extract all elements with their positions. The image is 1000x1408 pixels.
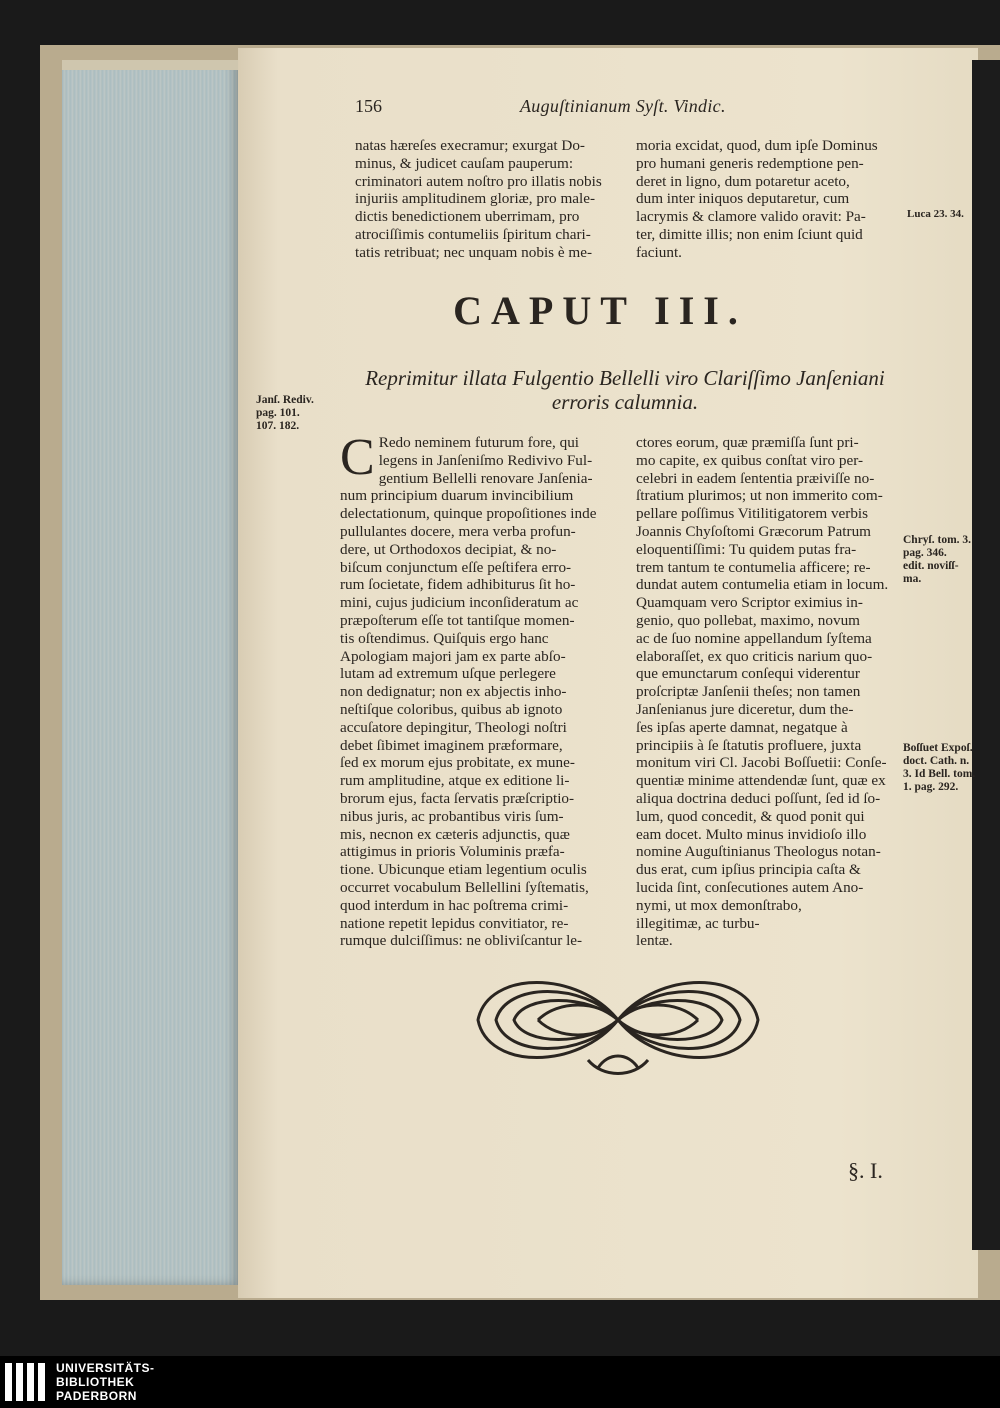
text-line: neſtiſque coloribus, quibus ab ignoto: [340, 700, 563, 718]
margin-note-right-1: [903, 534, 971, 586]
page-right-edge: [972, 60, 1000, 1250]
text-line: non dedignatur; non ex abjectis inho-: [340, 683, 567, 701]
text-line: Redo neminem futurum fore, qui: [378, 434, 580, 451]
text-line: que emunctarum conſequi viderentur: [636, 665, 860, 683]
text-line: celebri in eadem ſententia præiviſſe no-: [636, 469, 875, 487]
text-line: Joannis Chyſoſtomi Græcorum Patrum: [636, 522, 871, 540]
text-line: ſed ex morum ejus probitate, ex mune-: [340, 754, 575, 772]
library-logo: [0, 1356, 1000, 1408]
margin-line: doct. Cath. n.: [903, 755, 970, 767]
text-line: occurret vocabulum Bellellini ſyſtematis,: [340, 878, 589, 896]
catchword: §. I.: [848, 1158, 883, 1183]
text-line: ctores eorum, quæ præmiſſa ſunt pri-: [636, 434, 859, 451]
text-line: lutam ad extremum uſque perlegere: [340, 665, 556, 683]
text-line: natione repetit lepidus convitiator, re-: [340, 914, 569, 932]
library-name: [56, 1361, 155, 1403]
text-line: lentæ.: [636, 932, 673, 950]
text-line: ac de ſuo nomine appellandum ſyſtema: [636, 629, 872, 647]
text-line: lum, quod concedit, & quod ponit qui: [636, 807, 865, 825]
margin-line: Boſſuet Expoſ.: [903, 742, 973, 754]
text-line: gentium Bellelli renovare Janſenia-: [378, 469, 593, 487]
text-line: trem tantum te contumelia afficere; re-: [636, 558, 871, 576]
text-line: ter, dimitte illis; non enim ſciunt quid: [636, 225, 863, 243]
body-column-right: [636, 434, 904, 950]
margin-note-left: [256, 394, 314, 433]
text-line: eam docet. Multo minus invidioſo illo: [636, 825, 867, 843]
text-line: rumque dulciſſimus: ne obliviſcantur le-: [340, 932, 583, 950]
text-line: faciunt.: [636, 243, 682, 261]
text-line: tatis retribuat; nec unquam nobis è me-: [355, 243, 593, 261]
text-line: quentiæ minime attendendæ ſunt, quæ ex: [636, 772, 886, 790]
margin-note-top: Luca 23. 34.: [907, 208, 964, 220]
text-line: lucida ſint, conſecutiones autem Ano-: [636, 878, 864, 896]
library-name-line-1: UNIVERSITÄTS-: [56, 1361, 155, 1375]
top-column-right: [636, 137, 904, 262]
margin-line: pag. 346.: [903, 547, 947, 559]
margin-line: 107. 182.: [256, 420, 300, 432]
margin-line: pag. 101.: [256, 407, 300, 419]
text-line: dere, ut Orthodoxos decipiat, & no-: [340, 540, 557, 558]
text-line: lacrymis & clamore valido oravit: Pa-: [636, 208, 866, 226]
text-line: criminatori autem noſtro pro illatis nobis: [355, 172, 602, 190]
page-edges-top: [62, 60, 240, 70]
text-line: nomine Auguſtinianus Theologus notan-: [636, 843, 881, 861]
text-line: num principium duarum invincibilium: [340, 487, 574, 505]
text-line: tis oſtendimus. Quiſquis ergo hanc: [340, 629, 549, 647]
library-logo-icon: [3, 1359, 47, 1405]
text-line: pullulantes docere, mera verba profun-: [340, 522, 576, 540]
text-line: tione. Ubicunque etiam legentium oculis: [340, 861, 587, 879]
margin-line: ma.: [903, 573, 922, 585]
text-line: aliqua doctrina deduci poſſunt, ſed id ſo-: [636, 789, 881, 807]
text-line: Apologiam majori jam ex parte abſo-: [340, 647, 566, 665]
subtitle-line-2: erroris calumnia.: [551, 390, 699, 414]
text-line: minus, & judicet cauſam pauperum:: [355, 154, 574, 172]
margin-line: edit. noviſſ-: [903, 560, 959, 572]
text-line: atrociſſimis contumeliis ſpiritum chari-: [355, 225, 591, 243]
text-line: dictis benedictionem uberrimam, pro: [355, 208, 580, 226]
page-edges: [62, 60, 240, 1285]
text-line: nibus juris, ac probantibus viris ſum-: [340, 807, 564, 825]
text-line: brorum ejus, facta ſervatis præſcriptio-: [340, 789, 575, 807]
text-line: pellare poſſimus Vitilitigatorem verbis: [636, 505, 869, 523]
margin-line: Chryſ. tom. 3.: [903, 534, 972, 546]
text-line: debet ſibimet imaginem præformare,: [340, 736, 563, 754]
text-line: attigimus in prioris Voluminis præfa-: [340, 843, 565, 861]
text-line: mini, cujus judicium inconſideratum ac: [340, 594, 579, 612]
text-line: illegitimæ, ac turbu-: [636, 914, 760, 932]
margin-note-right-2: [903, 742, 975, 794]
text-line: proſcriptæ Janſenii theſes; non tamen: [636, 683, 861, 701]
page-number: 156: [355, 96, 382, 116]
chapter-subtitle: [340, 366, 910, 414]
text-line: dum inter iniquos deputaretur, cum: [636, 190, 850, 208]
text-line: mo capite, ex quibus conſtat viro per-: [636, 451, 864, 469]
drop-cap: C: [340, 429, 375, 486]
body-column-left: [340, 429, 623, 950]
chapter-heading: CAPUT III.: [453, 288, 747, 333]
margin-line: 3. Id Bell. tom.: [903, 768, 976, 780]
text-line: genio, quo pollebat, maximo, novum: [636, 611, 860, 629]
top-column-left: [355, 137, 623, 262]
text-line: biſcum conjunctum eſſe peſtifera erro-: [340, 558, 572, 576]
text-line: quod interdum in hac poſtrema crimi-: [340, 896, 569, 914]
text-line: deret in ligno, dum potaretur aceto,: [636, 172, 850, 190]
margin-line: Janſ. Rediv.: [256, 394, 314, 406]
library-name-line-3: PADERBORN: [56, 1389, 137, 1403]
text-line: ſtratium plurimos; ut non immerito com-: [636, 487, 883, 505]
text-line: mis, necnon ex cæteris adjunctis, quæ: [340, 825, 570, 843]
text-line: principiis à ſe ſtatutis profluere, juxta: [636, 736, 862, 754]
text-line: accuſatore depingitur, Theologi noſtri: [340, 718, 567, 736]
text-line: præpoſterum eſſe tot tantiſque momen-: [340, 611, 575, 629]
margin-line: 1. pag. 292.: [903, 781, 959, 793]
library-name-line-2: BIBLIOTHEK: [56, 1375, 135, 1389]
text-line: rum ſocietate, fidem adhibiturus ſit ho-: [340, 576, 576, 594]
text-line: ſes ipſas aperte damnat, negatque à: [636, 718, 848, 736]
text-line: pro humani generis redemptione pen-: [636, 154, 864, 172]
text-line: natas hæreſes execramur; exurgat Do-: [355, 137, 585, 154]
text-line: eloquentiſſimi: Tu quidem putas fra-: [636, 540, 857, 558]
text-line: legens in Janſeniſmo Redivivo Ful-: [378, 451, 593, 469]
text-line: delectationum, quinque propoſitiones inde: [340, 505, 597, 523]
subtitle-line-1: Reprimitur illata Fulgentio Bellelli viro Clariſſimo Janſeniani: [365, 366, 885, 390]
running-title: Auguſtinianum Syſt. Vindic.: [520, 96, 726, 116]
text-line: Janſenianus jure diceretur, dum the-: [636, 700, 854, 718]
text-line: moria excidat, quod, dum ipſe Dominus: [636, 137, 878, 154]
text-line: elaboraſſet, ex quo criticis narium quo-: [636, 647, 873, 665]
text-line: Quamquam vero Scriptor eximius in-: [636, 594, 863, 612]
text-line: dundat autem contumelia etiam in locum.: [636, 576, 889, 594]
text-line: injuriis amplitudinem gloriæ, pro male-: [355, 190, 596, 208]
text-line: rum amplitudine, atque ex editione li-: [340, 772, 570, 790]
text-line: nymi, ut mox demonſtrabo,: [636, 896, 802, 914]
text-line: dus erat, cum ipſius principia caſta &: [636, 861, 861, 879]
text-line: monitum viri Cl. Jacobi Boſſuetii: Conſe-: [636, 754, 887, 772]
calligraphic-ornament: [468, 960, 768, 1080]
